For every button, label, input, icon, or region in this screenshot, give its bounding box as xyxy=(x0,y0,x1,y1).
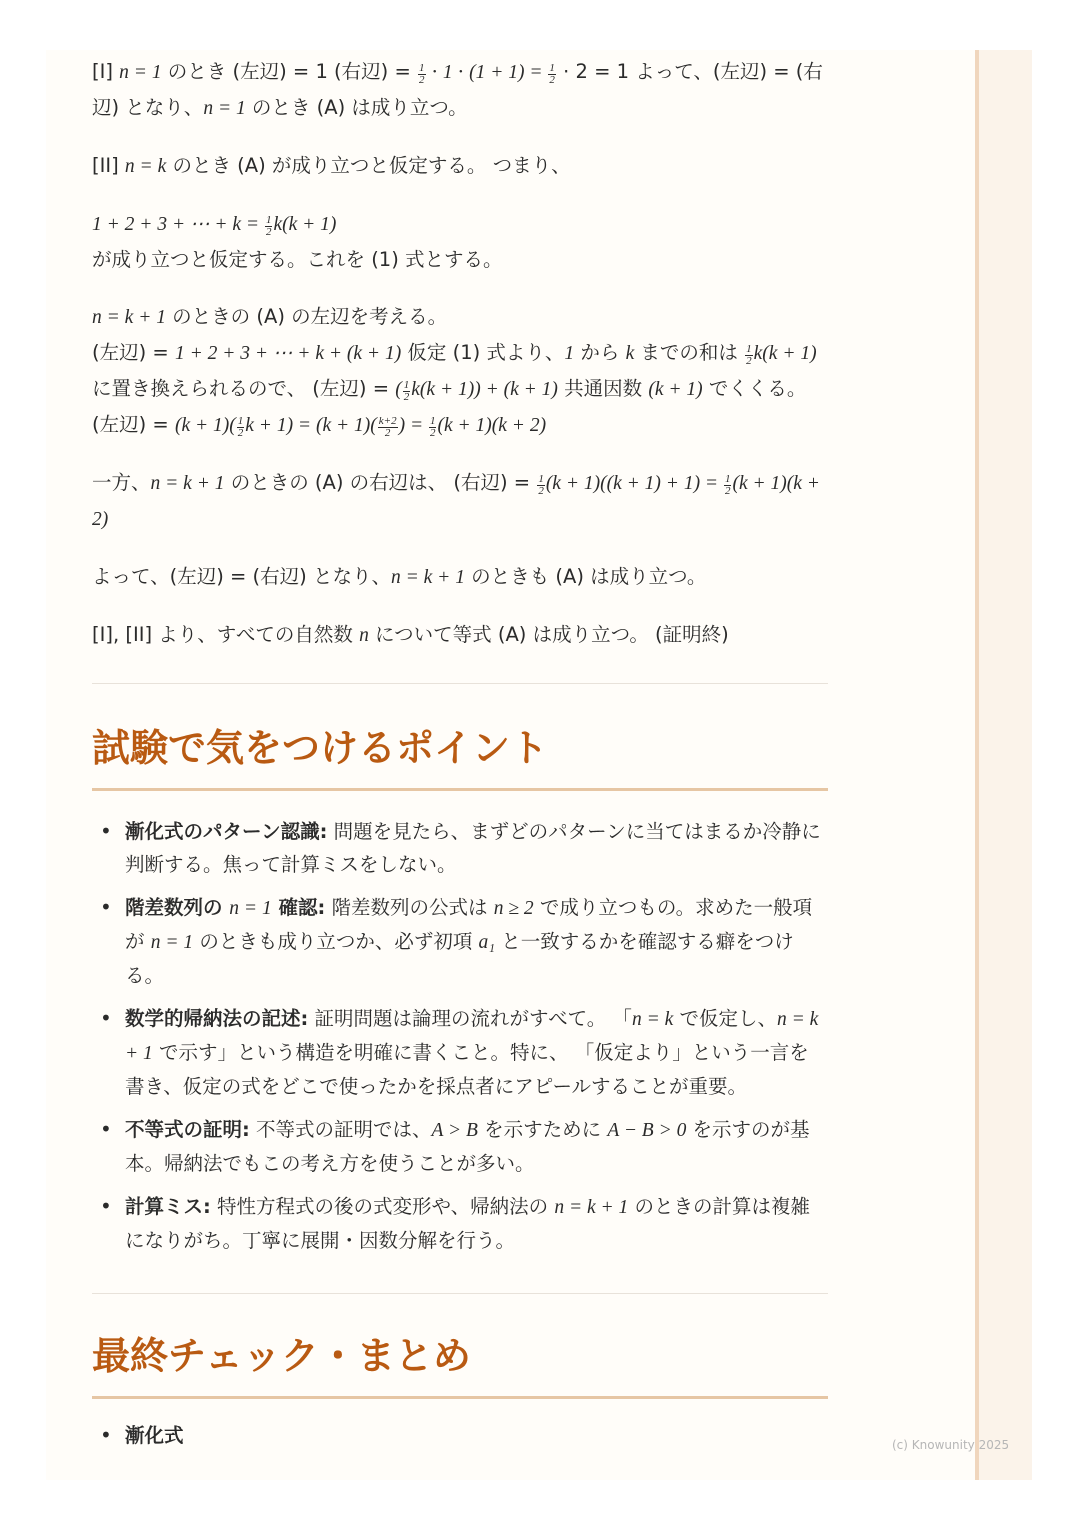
proof-paragraph-conclusion: よって、(左辺) = (右辺) となり、n = k + 1 のときも (A) は成り立つ。 xyxy=(92,565,707,588)
right-margin-rail xyxy=(975,50,1032,1480)
list-item: • 不等式の証明: 不等式の証明では、A > B を示すために A − B > 0 を示すのが基本。帰納法でもこの考え方を使うことが多い。 xyxy=(92,1113,828,1180)
section-divider xyxy=(92,683,828,684)
list-item: • 階差数列の n = 1 確認: 階差数列の公式は n ≥ 2 で成り立つもの。求めた一般項が n = 1 のときも成り立つか、必ず初項 a₁ と一致するかを確認する癖をつける。 xyxy=(92,891,828,992)
bullet-icon: • xyxy=(100,1117,112,1141)
proof-paragraph-assumption: [II] n = k のとき (A) が成り立つと仮定する。 つまり、 xyxy=(92,154,571,177)
proof-paragraph-right-side: 一方、n = k + 1 のときの (A) の右辺は、 (右辺) = $\frac{1}{2}$ (k + 1)((k + 1) + 1) = $\frac{1}{2}$ (k + 1)(k + 2) xyxy=(92,471,820,530)
list-item: • 数学的帰納法の記述: 証明問題は論理の流れがすべて。 「n = k で仮定し、n = k + 1 で示す」という構造を明確に書くこと。特に、 「仮定より」という一言を書き、仮定の式をどこで使ったかを採点者にアピールすることが重要。 xyxy=(92,1002,828,1103)
fraction-k-plus-2-over-2: $\frac{k+2}{2}$ xyxy=(378,414,397,439)
fraction-half: $\frac{1}{2}$ xyxy=(746,342,752,367)
fraction-half: $\frac{1}{2}$ xyxy=(265,213,272,238)
section-title-exam-points: 試験で気をつけるポイント xyxy=(92,722,828,791)
bullet-icon: • xyxy=(100,1194,112,1218)
bullet-icon: • xyxy=(100,895,112,919)
fraction-half: $\frac{1}{2}$ xyxy=(237,414,244,439)
fraction-half: $\frac{1}{2}$ xyxy=(403,378,410,403)
proof-paragraph-hypothesis: 1 + 2 + 3 + ⋯ + k = $\frac{1}{2}$ k(k + 1) が成り立つと仮定する。これを (1) 式とする。 xyxy=(92,213,503,271)
fraction-half: $\frac{1}{2}$ xyxy=(419,61,425,86)
document-content xyxy=(92,50,828,1452)
fraction-half: $\frac{1}{2}$ xyxy=(429,414,436,439)
bullet-icon: • xyxy=(100,1423,112,1447)
fraction-half: $\frac{1}{2}$ xyxy=(538,472,544,497)
proof-paragraph-base-case: [I] n = 1 のとき (左辺) = 1 (右辺) = $\frac{1}{2}$ ⋅ 1 ⋅ (1 + 1) = $\frac{1}{2}$ ⋅ 2 = 1 よって、(左辺) = (右辺) となり、n = 1 のとき (A) は成り立つ。 xyxy=(92,60,823,119)
proof-paragraph-qed: [I], [II] より、すべての自然数 n について等式 (A) は成り立つ。 (証明終) xyxy=(92,623,729,646)
copyright-notice: (c) Knowunity 2025 xyxy=(892,1438,1010,1452)
proof-paragraph-left-side: n = k + 1 のときの (A) の左辺を考える。 (左辺) = 1 + 2 + 3 + ⋯ + k + (k + 1) 仮定 (1) 式より、1 から k までの和は $\frac{1}{2}$ k(k + 1) に置き換えられるので、 (左辺) = ( $\frac{1}{2}$ k(k + 1)) + (k + 1) 共通因数 (k + 1) でくくる。 (左辺) = (k + 1)( $\frac{1}{2}$ k + 1) = (k + 1)( $\frac{k+2}{2}$ ) = $\frac{1}{2}$ (k + 1)(k + 2) xyxy=(92,305,817,439)
list-item: • 計算ミス: 特性方程式の後の式変形や、帰納法の n = k + 1 のときの計算は複雑になりがち。丁寧に展開・因数分解を行う。 xyxy=(92,1190,828,1257)
list-item: • 漸化式のパターン認識: 問題を見たら、まずどのパターンに当てはまるか冷静に判断する。焦って計算ミスをしない。 xyxy=(92,815,828,881)
bullet-icon: • xyxy=(100,1006,112,1030)
section-divider xyxy=(92,1293,828,1294)
list-item: • 漸化式 xyxy=(92,1419,828,1452)
final-check-list xyxy=(92,1419,828,1452)
exam-points-list xyxy=(92,815,828,1257)
fraction-half: $\frac{1}{2}$ xyxy=(549,61,555,86)
section-title-final-check: 最終チェック・まとめ xyxy=(92,1330,828,1399)
bullet-icon: • xyxy=(100,819,112,843)
fraction-half: $\frac{1}{2}$ xyxy=(724,472,731,497)
